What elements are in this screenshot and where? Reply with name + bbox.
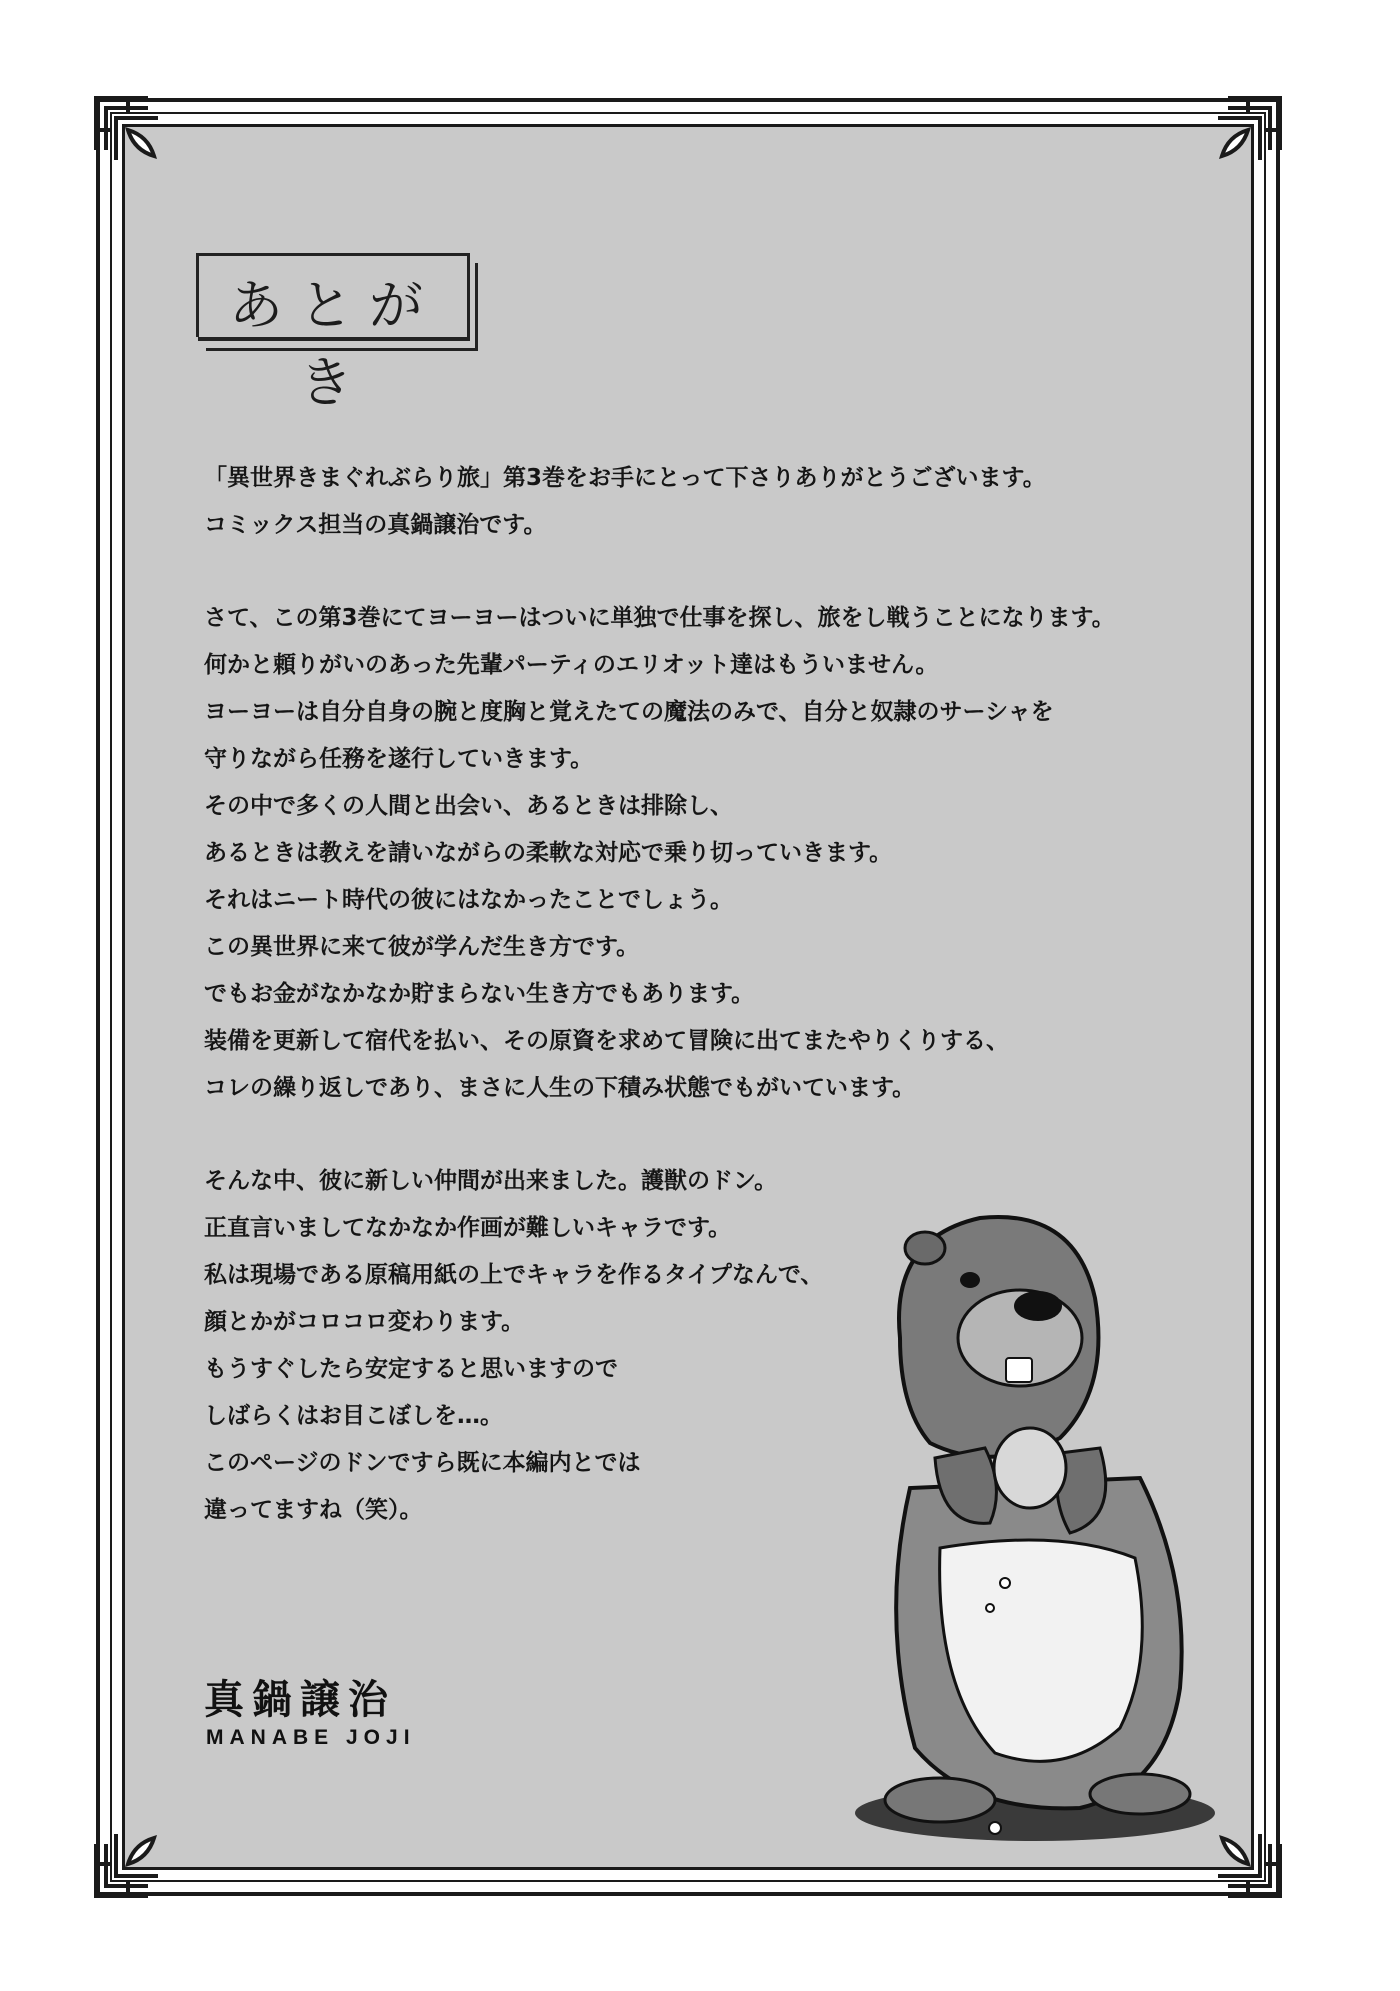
ornament-corner-icon <box>88 90 208 210</box>
text-line: 私は現場である原稿用紙の上でキャラを作るタイプなんで、 <box>204 1262 824 1288</box>
text-line: 違ってますね（笑）。 <box>204 1497 423 1523</box>
text-line: 守りながら任務を遂行していきます。 <box>204 746 594 772</box>
text-line: それはニート時代の彼にはなかったことでしょう。 <box>204 887 733 913</box>
text-line: あるときは教えを請いながらの柔軟な対応で乗り切っていきます。 <box>204 840 893 866</box>
text-line: 装備を更新して宿代を払い、その原資を求めて冒険に出てまたやりくりする、 <box>204 1028 1009 1054</box>
text-line: 何かと頼りがいのあった先輩パーティのエリオット達はもういません。 <box>204 652 939 678</box>
author-signature: 真鍋譲治 <box>204 1677 396 1723</box>
marmot-character-illustration <box>820 1188 1220 1848</box>
page-title: あとがき <box>229 274 439 414</box>
ornament-corner-icon <box>88 1784 208 1904</box>
text-line: ヨーヨーは自分自身の腕と度胸と覚えたての魔法のみで、自分と奴隷のサーシャを <box>204 699 1054 725</box>
text-line: この異世界に来て彼が学んだ生き方です。 <box>204 934 640 960</box>
author-signature-romaji: MANABE JOJI <box>206 1726 416 1749</box>
ornament-corner-icon <box>1168 90 1288 210</box>
text-line: 正直言いましてなかなか作画が難しいキャラです。 <box>204 1215 732 1241</box>
text-line: 「異世界きまぐれぶらり旅」第3巻をお手にとって下さりありがとうございます。 <box>204 465 1046 491</box>
text-line: しばらくはお目こぼしを…。 <box>204 1403 503 1429</box>
text-line: もうすぐしたら安定すると思いますので <box>204 1356 618 1382</box>
text-line: このページのドンですら既に本編内とでは <box>204 1450 641 1476</box>
text-line: コミックス担当の真鍋譲治です。 <box>204 512 547 538</box>
heading-box <box>198 255 470 414</box>
text-line: その中で多くの人間と出会い、あるときは排除し、 <box>204 793 733 819</box>
text-line: 顔とかがコロコロ変わります。 <box>204 1309 525 1335</box>
paragraph-2 <box>204 595 1124 1112</box>
text-line: そんな中、彼に新しい仲間が出来ました。護獣のドン。 <box>204 1168 778 1194</box>
paragraph-1 <box>204 455 1124 549</box>
text-line: でもお金がなかなか貯まらない生き方でもあります。 <box>204 981 755 1007</box>
text-line: さて、この第3巻にてヨーヨーはついに単独で仕事を探し、旅をし戦うことになります。 <box>204 605 1115 631</box>
text-line: コレの繰り返しであり、まさに人生の下積み状態でもがいています。 <box>204 1075 916 1101</box>
